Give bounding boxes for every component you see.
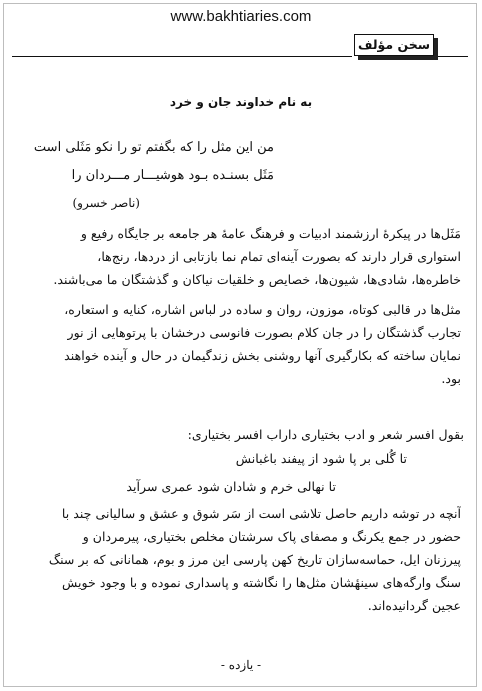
quote-line-2: تا نهالی خرم و شادان شود عمری سرآید	[126, 479, 336, 494]
paragraph-2	[18, 302, 461, 394]
paragraph-1	[18, 226, 461, 295]
paragraph-3-line: عجین گردانیده‌اند.	[367, 598, 461, 613]
paragraph-3	[18, 506, 461, 621]
header-rule-right	[438, 56, 468, 57]
page-number: - یازده -	[220, 658, 262, 672]
paragraph-2-line: نمایان ساخته که بکارگیری آنها روشنی بخش زندگیمان در حال و آینده خواهند	[64, 348, 461, 363]
poem-author: (ناصر خسرو)	[72, 196, 140, 210]
paragraph-1-line: مَثَل‌ها در پیکرهٔ ارزشمند ادبیات و فرهنگ عامهٔ هر جامعه بر جایگاه رفیع و	[80, 226, 461, 241]
paragraph-2-line: مثل‌ها در قالبی کوتاه، موزون، روان و ساده در لباس اشاره، کنایه و استعاره،	[64, 302, 461, 317]
header-rule	[12, 56, 352, 57]
paragraph-3-line: حضور در جمع یکرنگ و مصفای پاک سرشتان مخلص بختیاری، پیرمردان و	[82, 529, 461, 544]
paragraph-3-line: آنچه در توشه داریم حاصل تلاشی است از سَر شوق و عشق و سالیانی چند با	[61, 506, 461, 521]
section-label: سخن مؤلف	[354, 34, 434, 56]
poem-line-2: مَثَل بسنـده بـود هوشیـــار مـــردان را	[71, 168, 274, 183]
site-url[interactable]: www.bakhtiaries.com	[170, 8, 312, 25]
paragraph-1-line: استواری قرار دارند که بصورت آینه‌ای تمام نما بازتابی از دردها، رنج‌ها،	[97, 249, 461, 264]
page-title: به نام خداوند جان و خرد	[169, 95, 313, 109]
paragraph-2-line: تجارب گذشتگان را در جان کلام بصورت فانوسی درخشان با پرتوهایی از نور	[67, 325, 461, 340]
quote-line-1: تا گُلی بر پا شود از پیفند باغبانش	[235, 451, 407, 466]
paragraph-1-line: خاطره‌ها، شادی‌ها، شیون‌ها، خصایص و خلقیات نیاکان و گذشتگان ما می‌باشند.	[53, 272, 461, 287]
quote-intro: بقول افسر شعر و ادب بختیاری داراب افسر بختیاری:	[187, 427, 464, 442]
poem-line-1: من این مثل را که بگفتم تو را نکو مَثَلی است	[33, 140, 274, 155]
paragraph-3-line: سنگ وارگه‌های سینهٔشان مثل‌ها را نگاشته و پاسداری نموده و با وجود خویش	[61, 575, 461, 590]
paragraph-2-line: بود.	[441, 371, 461, 386]
paragraph-3-line: پیرزنان ایل، حماسه‌سازان تاریخ کهن پارسی این مرز و بوم، همانانی که بر سنگ	[48, 552, 461, 567]
